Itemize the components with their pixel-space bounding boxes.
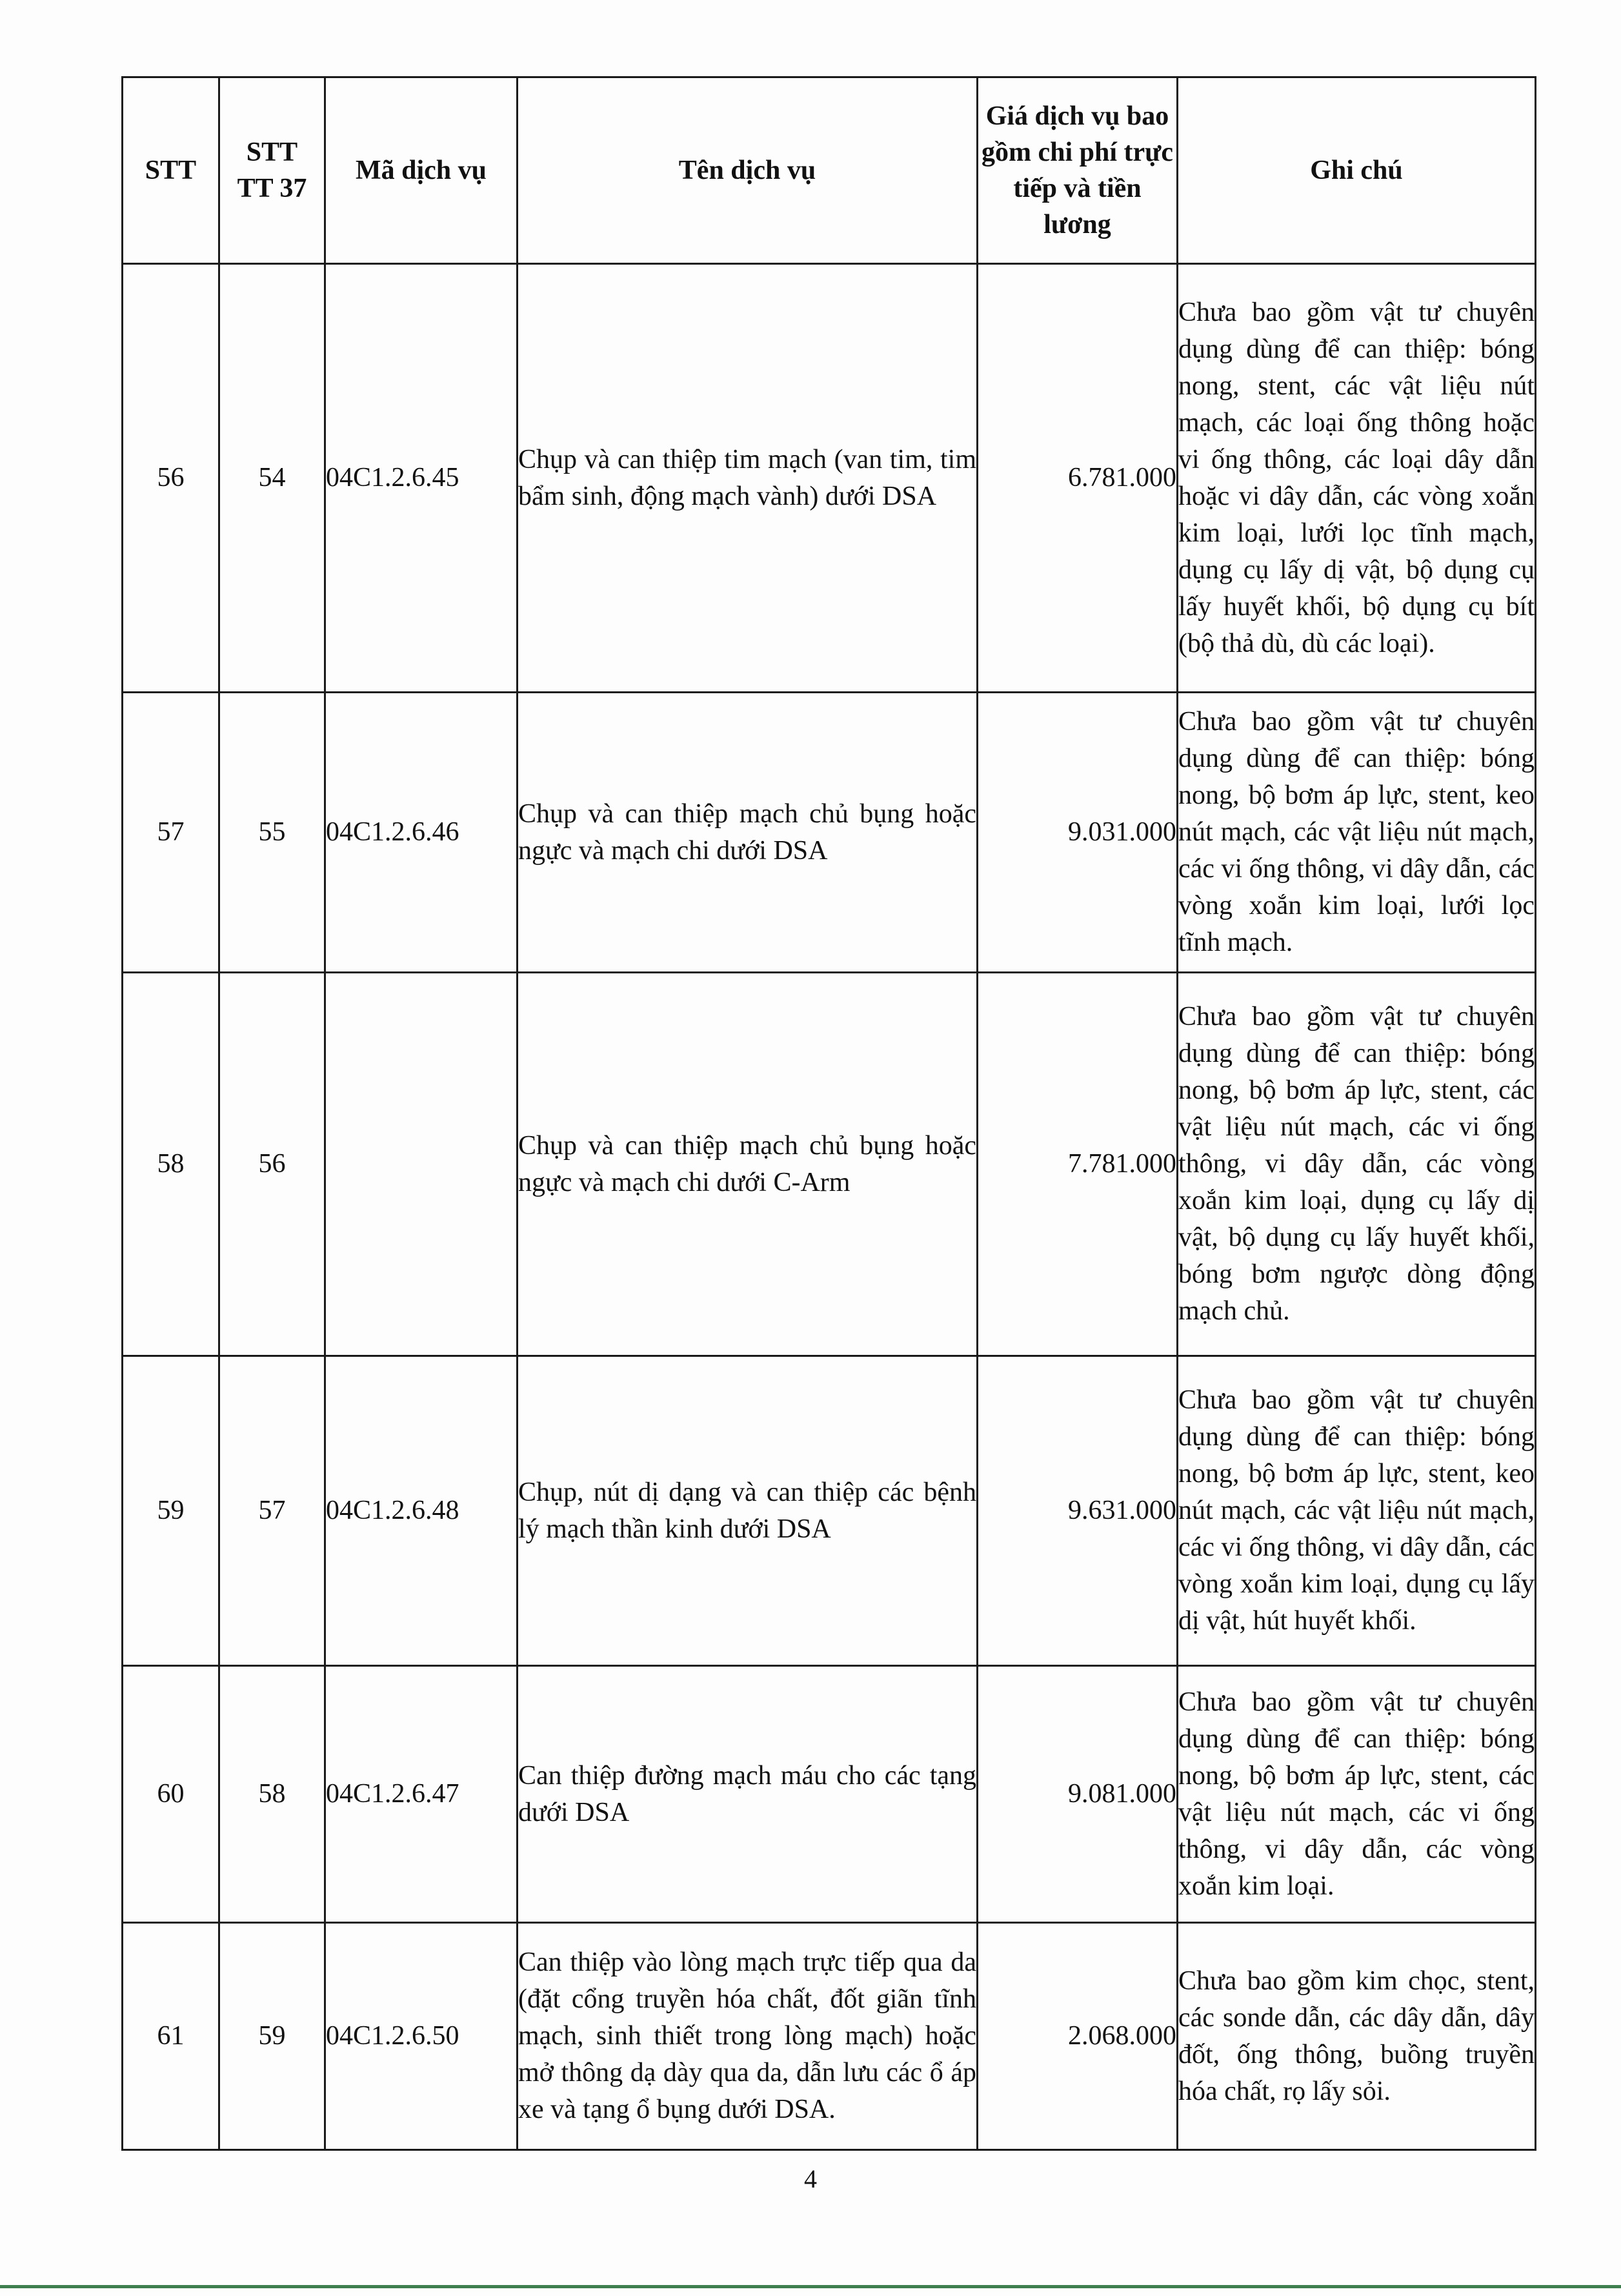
cell-stt: 57: [123, 693, 219, 973]
cell-stt-tt37: 59: [219, 1923, 325, 2150]
table-row: [123, 1923, 1536, 2150]
cell-service-name: Chụp và can thiệp tim mạch (van tim, tim bẩm sinh, động mạch vành) dưới DSA: [518, 264, 978, 693]
header-price: Giá dịch vụ bao gồm chi phí trực tiếp và tiền lương: [978, 77, 1178, 264]
header-service-name: Tên dịch vụ: [518, 77, 978, 264]
cell-service-code: 04C1.2.6.46: [325, 693, 518, 973]
cell-service-name: Chụp, nút dị dạng và can thiệp các bệnh lý mạch thần kinh dưới DSA: [518, 1356, 978, 1666]
header-service-code: Mã dịch vụ: [325, 77, 518, 264]
header-stt: STT: [123, 77, 219, 264]
table-row: [123, 693, 1536, 973]
footer-divider: [0, 2285, 1621, 2288]
cell-service-code: 04C1.2.6.47: [325, 1666, 518, 1923]
header-note: Ghi chú: [1178, 77, 1536, 264]
cell-stt-tt37: 55: [219, 693, 325, 973]
cell-service-name: Chụp và can thiệp mạch chủ bụng hoặc ngực và mạch chi dưới DSA: [518, 693, 978, 973]
cell-service-code: 04C1.2.6.48: [325, 1356, 518, 1666]
cell-service-code: 04C1.2.6.50: [325, 1923, 518, 2150]
cell-note: Chưa bao gồm kim chọc, stent, các sonde dẫn, các dây dẫn, dây đốt, ống thông, buồng truyền hóa chất, rọ lấy sỏi.: [1178, 1923, 1536, 2150]
service-price-table: [121, 76, 1536, 2151]
page-number: 4: [804, 2164, 817, 2193]
cell-price: 6.781.000: [978, 264, 1178, 693]
table-row: [123, 1666, 1536, 1923]
cell-stt-tt37: 58: [219, 1666, 325, 1923]
cell-service-name: Chụp và can thiệp mạch chủ bụng hoặc ngực và mạch chi dưới C-Arm: [518, 973, 978, 1356]
cell-note: Chưa bao gồm vật tư chuyên dụng dùng để can thiệp: bóng nong, bộ bơm áp lực, stent, keo nút mạch, các vật liệu nút mạch, các vi ống thông, vi dây dẫn, các vòng xoắn kim loại, dụng cụ lấy dị vật, hút huyết khối.: [1178, 1356, 1536, 1666]
cell-stt-tt37: 54: [219, 264, 325, 693]
header-stt-tt37: STT TT 37: [219, 77, 325, 264]
cell-service-name: Can thiệp vào lòng mạch trực tiếp qua da (đặt cổng truyền hóa chất, đốt giãn tĩnh mạch, sinh thiết trong lòng mạch) hoặc mở thông dạ dày qua da, dẫn lưu các ổ áp xe và tạng ổ bụng dưới DSA.: [518, 1923, 978, 2150]
cell-stt: 60: [123, 1666, 219, 1923]
cell-note: Chưa bao gồm vật tư chuyên dụng dùng để can thiệp: bóng nong, bộ bơm áp lực, stent, các vật liệu nút mạch, các vi ống thông, vi dây dẫn, các vòng xoắn kim loại, dụng cụ lấy dị vật, bộ dụng cụ lấy huyết khối, bóng bơm ngược dòng động mạch chủ.: [1178, 973, 1536, 1356]
table-row: [123, 1356, 1536, 1666]
cell-note: Chưa bao gồm vật tư chuyên dụng dùng để can thiệp: bóng nong, bộ bơm áp lực, stent, keo nút mạch, các vật liệu nút mạch, các vi ống thông, vi dây dẫn, các vòng xoắn kim loại, lưới lọc tĩnh mạch.: [1178, 693, 1536, 973]
cell-price: 9.031.000: [978, 693, 1178, 973]
cell-service-code: 04C1.2.6.45: [325, 264, 518, 693]
cell-stt-tt37: 57: [219, 1356, 325, 1666]
table-row: [123, 264, 1536, 693]
table-row: [123, 973, 1536, 1356]
cell-stt-tt37: 56: [219, 973, 325, 1356]
cell-stt: 59: [123, 1356, 219, 1666]
cell-price: 9.631.000: [978, 1356, 1178, 1666]
cell-stt: 58: [123, 973, 219, 1356]
cell-service-name: Can thiệp đường mạch máu cho các tạng dưới DSA: [518, 1666, 978, 1923]
cell-note: Chưa bao gồm vật tư chuyên dụng dùng để can thiệp: bóng nong, stent, các vật liệu nút mạch, các loại ống thông hoặc vi ống thông, các loại dây dẫn hoặc vi dây dẫn, các vòng xoắn kim loại, lưới lọc tĩnh mạch, dụng cụ lấy dị vật, bộ dụng cụ lấy huyết khối, bộ dụng cụ bít (bộ thả dù, dù các loại).: [1178, 264, 1536, 693]
cell-price: 7.781.000: [978, 973, 1178, 1356]
cell-note: Chưa bao gồm vật tư chuyên dụng dùng để can thiệp: bóng nong, bộ bơm áp lực, stent, các vật liệu nút mạch, các vi ống thông, vi dây dẫn, các vòng xoắn kim loại.: [1178, 1666, 1536, 1923]
cell-price: 9.081.000: [978, 1666, 1178, 1923]
table-header-row: [123, 77, 1536, 264]
cell-price: 2.068.000: [978, 1923, 1178, 2150]
cell-stt: 56: [123, 264, 219, 693]
cell-service-code: [325, 973, 518, 1356]
cell-stt: 61: [123, 1923, 219, 2150]
